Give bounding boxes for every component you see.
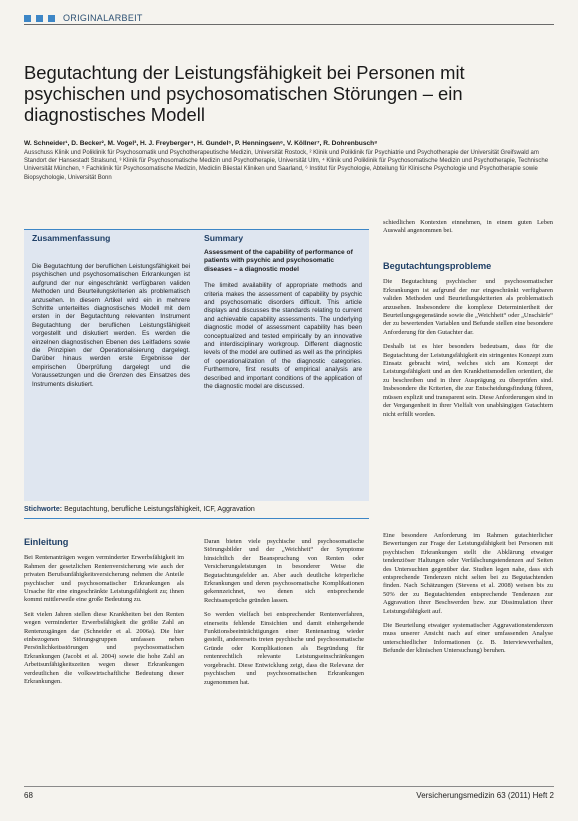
- problems-heading: Begutachtungsprobleme: [383, 261, 492, 271]
- header-divider: [24, 24, 554, 25]
- paragraph: Daran bieten viele psychische und psychosomatische Störungsbilder und der „Weichheit“ der Symptome hinsichtlich der Beanspruchung von Renten oder Versicherungsleistungen in besonderer Weise die Begutachtungsfelder an. Aber auch deutliche körperliche Erkrankungen und deren psychosomatische Komplikationen gekennzeichnet, wo denen sich entsprechende Rechtsansprüche gründen lassen.: [204, 538, 364, 604]
- keywords-label: Stichworte:: [24, 506, 63, 513]
- page-number: 68: [24, 791, 33, 800]
- paragraph: schiedlichen Kontexten einnehmen, in einem guten Leben Auswahl angenommen bei.: [383, 219, 553, 235]
- body-column-right: [383, 262, 553, 425]
- body-column-right-top: [383, 219, 553, 242]
- keywords: [24, 506, 369, 513]
- keywords-text: Begutachtung, berufliche Leistungsfähigkeit, ICF, Aggravation: [64, 506, 255, 513]
- body-column-right-lower: [383, 532, 553, 662]
- affiliations: Ausschuss Klinik und Poliklinik für Psychosomatik und Psychotherapeutische Medizin, Universität Rostock, ² Klinik und Poliklinik für Psychiatrie und Psychotherapie der Universität Greifswald am Standort der Hansestadt Stralsund, ³ Klinik für Psychosomatische Medizin und Psychotherapie, Universität Ulm, ⁴ Klinik und Poliklinik für Psychosomatische Medizin und Psychotherapie, Technische Universität München, ⁵ Fachklinik für Psychosomatische Medizin, Mediclin Bliestal Kliniken und Saarland, ⁶ Institut für Psychologie, Abteilung für Klinische Psychologie und Psychotherapie sowie Biopsychologie, Universität Bonn: [24, 150, 549, 181]
- paragraph: Die Begutachtung psychischer und psychosomatischer Erkrankungen ist aufgrund der nur eingeschränkt verfügbaren validen Methoden und Beurteilungskriterien als problematisch anzusehen. Insbesondere die komplexe Determiniertheit der Beurteilungsgegenstände sowie die „Weichheit“ oder „Unschärfe“ der zu bewertenden Variablen und Befunde stellen eine besondere Anforderung für den Gutachter dar.: [383, 278, 553, 336]
- paragraph: So werden vielfach bei entsprechender Rentenverfahren, einerseits fehlende Einsichten und damit einhergehende Funktionsbeeinträchtigungen einer Rentenantrag wieder gestellt, andererseits treten psychische und psychosomatische Gründe oder Komplikationen als Begründung für rentenrechtlich relevante Leistungseinschränkungen vorgebracht. Diese Entwicklung zeigt, dass die Relevanz der psychischen und psychosomatischen Erkrankungen zugenommen hat.: [204, 611, 364, 686]
- abstract-english-title: Assessment of the capability of performance of patients with psychic and psychosomatic diseases – a diagnostic model: [204, 249, 353, 273]
- body-column-middle: [204, 538, 364, 693]
- journal-reference: Versicherungsmedizin 63 (2011) Heft 2: [416, 791, 554, 800]
- paragraph: Die Beurteilung etwaiger systematischer Aggravationstendenzen muss unserer Ansicht nach auf einer umfassenden Analyse unterschiedlicher Informationen (z. B. Interviewverhalten, Befunde der klinischen Untersuchung) beruhen.: [383, 622, 553, 655]
- abstract-german: [32, 230, 190, 389]
- square-bullet-icon: [24, 15, 31, 22]
- paragraph: Deshalb ist es hier besonders bedeutsam, dass für die Begutachtung der Leistungsfähigkeit ein stringentes Konzept zum Einsatz gebracht wird, welches sich am Konzept der Leistungsfähigkeit und an den Krankheitsmodellen orientiert, die zu beschreiben und in ihrer Ausprägung zu überprüfen sind. Insbesondere die Kriterien, die zur Entscheidungsfindung führen, müssen explizit und transparent sein. Diese Anforderungen sind in der Vergangenheit in ihrer Vielfalt von unabhängigen Gutachtern nicht erfüllt worden.: [383, 343, 553, 418]
- paragraph: Seit vielen Jahren stellen diese Krankheiten bei den Renten wegen verminderter Erwerbsfähigkeit die größte Zahl an Rentenzugängen dar (Schneider et al. 2006a). Die hier einbezogenen Störungsgruppen umfassen neben Persönlichkeitsstörungen und psychosomatischen Erkrankungen (Jacobi et al. 2004) sowie die hohe Zahl an Arbeitsunfähigkeitszeiten wegen dieser Erkrankungen verdeutlichen die volkswirtschaftliche Bedeutung dieser Erkrankungen.: [24, 610, 184, 686]
- section-kicker-label: ORIGINALARBEIT: [63, 13, 143, 23]
- abstract-german-heading: Zusammenfassung: [32, 233, 111, 243]
- abstract-german-text: Die Begutachtung der beruflichen Leistungsfähigkeit bei psychischen und psychosomatischen Erkrankungen ist aufgrund der nur eingeschränkt verfügbaren validen Methoden und Beurteilungskriterien als problematisch anzusehen. In diesem Artikel wird ein in mehrere Schritte unterteiltes diagnostisches Modell mit dem ersten in der Begutachtung relevanten Instrument Begutachtung der beruflichen Leistungsfähigkeit vorgestellt und diskutiert werden. Es werden die einzelnen diagnostischen Ebenen des Leitfadens sowie die Prinzipien der Operationalisierung dargelegt. Darüber hinaus werden erste Ergebnisse der empirischen Überprüfung dargelegt und die Voraussetzungen und die Grenzen des Einsatzes des Instruments diskutiert.: [32, 263, 190, 388]
- abstract-box: [24, 229, 369, 501]
- article-title: Begutachtung der Leistungsfähigkeit bei Personen mit psychischen und psychosomatischen Störungen – ein diagnostisches Modell: [24, 62, 465, 125]
- paragraph: Eine besondere Anforderung im Rahmen gutachterlicher Bewertungen zur Frage der Leistungsfähigkeit bei Personen mit psychischen Erkrankungen stellt die Abklärung etwaiger tendenziöser Haltungen oder Verfälschungstendenzen auf Seiten des Untersuchten gegenüber dar. Studien legen nahe, dass sich entsprechende Tendenzen nicht selten bei zu Begutachtenden finden. Nach Schätzungen (Stevens et al. 2008) weisen bis zu 50% der zu Begutachtenden entsprechende Tendenzen zur Aggravation ihrer Beschwerden bzw. zur Dissimulation ihrer Leistungsfähigkeit auf.: [383, 532, 553, 615]
- paragraph: Bei Rentenanträgen wegen verminderter Erwerbsfähigkeit im Rahmen der gesetzlichen Rentenversicherung wie auch der privaten Berufsunfähigkeitsversicherung nehmen die Anteile psychischer und psychosomatischer Erkrankungen als Ursache für eine eingeschränkte Leistungsfähigkeit zu; ihnen kommt mittlerweile eine große Bedeutung zu.: [24, 554, 184, 604]
- keywords-divider: [24, 518, 369, 519]
- author-list: W. Schneider¹, D. Becker², M. Vogel³, H. J. Freyberger⁴, H. Gundel⁵, P. Henningsen⁶, V. Köllner⁷, R. Dohrenbusch⁸: [24, 140, 378, 147]
- square-bullet-icon: [48, 15, 55, 22]
- body-column-left: [24, 538, 184, 693]
- square-bullet-icon: [36, 15, 43, 22]
- abstract-english-heading: Summary: [204, 233, 244, 243]
- footer-divider: [24, 786, 554, 787]
- abstract-english: [204, 230, 362, 392]
- section-kicker: [24, 13, 143, 23]
- intro-heading: Einleitung: [24, 537, 69, 547]
- abstract-english-text: The limited availability of appropriate methods and criteria makes the assessment of capability by psychic and psychosomatic disorders difficult. This article displays and discusses the standards relating to current and achievable capability assessments. The underlying diagnostic model of assessment capability has been conceptualized and tested empirically by an innovative and interdisciplinary workgroup. Different diagnostic levels of the model are outlined as well as the principles of operationalization of the diagnostic categories. Furthermore, first results of empirical analysis are described and important conditions of the application of the diagnostic model are discussed.: [204, 282, 362, 391]
